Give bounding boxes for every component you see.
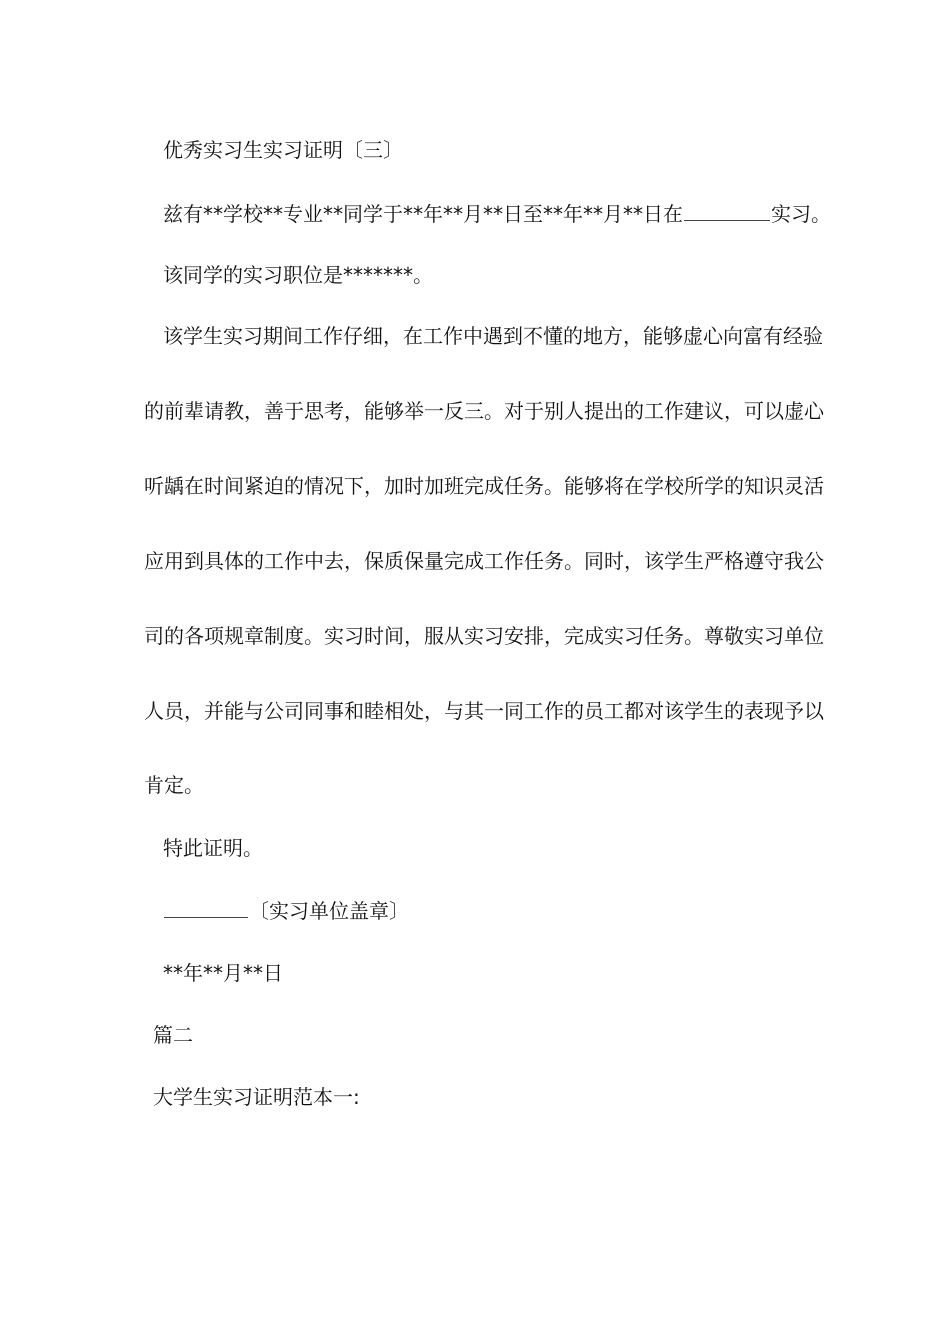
paragraph-line-2: 的前辈请教，善于思考，能够举一反三。对于别人提出的工作建议，可以虚心	[144, 399, 824, 423]
stamp-blank	[164, 895, 248, 918]
paragraph-line-1: 该学生实习期间工作仔细，在工作中遇到不懂的地方，能够虚心向富有经验	[163, 324, 823, 348]
intro-text: 兹有**学校**专业**同学于**年**月**日至**年**月**日在	[163, 202, 683, 226]
date-line: **年**月**日	[163, 961, 283, 985]
section-heading: 篇二	[153, 1023, 193, 1047]
subheading: 大学生实习证明范本一:	[153, 1085, 360, 1109]
paragraph-line-4: 应用到具体的工作中去，保质保量完成工作任务。同时，该学生严格遵守我公	[144, 549, 824, 573]
position-line: 该同学的实习职位是*******。	[163, 263, 433, 287]
paragraph-line-3: 听龋在时间紧迫的情况下，加时加班完成任务。能够将在学校所学的知识灵活	[144, 474, 824, 498]
closing-line: 特此证明。	[163, 836, 263, 860]
stamp-line	[163, 895, 409, 926]
intro-line	[163, 198, 831, 229]
document-title: 优秀实习生实习证明〔三〕	[163, 138, 403, 162]
paragraph-line-7: 肯定。	[144, 773, 204, 797]
paragraph-line-5: 司的各项规章制度。实习时间，服从实习安排，完成实习任务。尊敬实习单位	[144, 624, 824, 648]
intro-suffix: 实习。	[771, 202, 831, 226]
company-blank	[684, 198, 770, 221]
stamp-label: 〔实习单位盖章〕	[249, 899, 409, 923]
paragraph-line-6: 人员，并能与公司同事和睦相处，与其一同工作的员工都对该学生的表现予以	[144, 699, 824, 723]
